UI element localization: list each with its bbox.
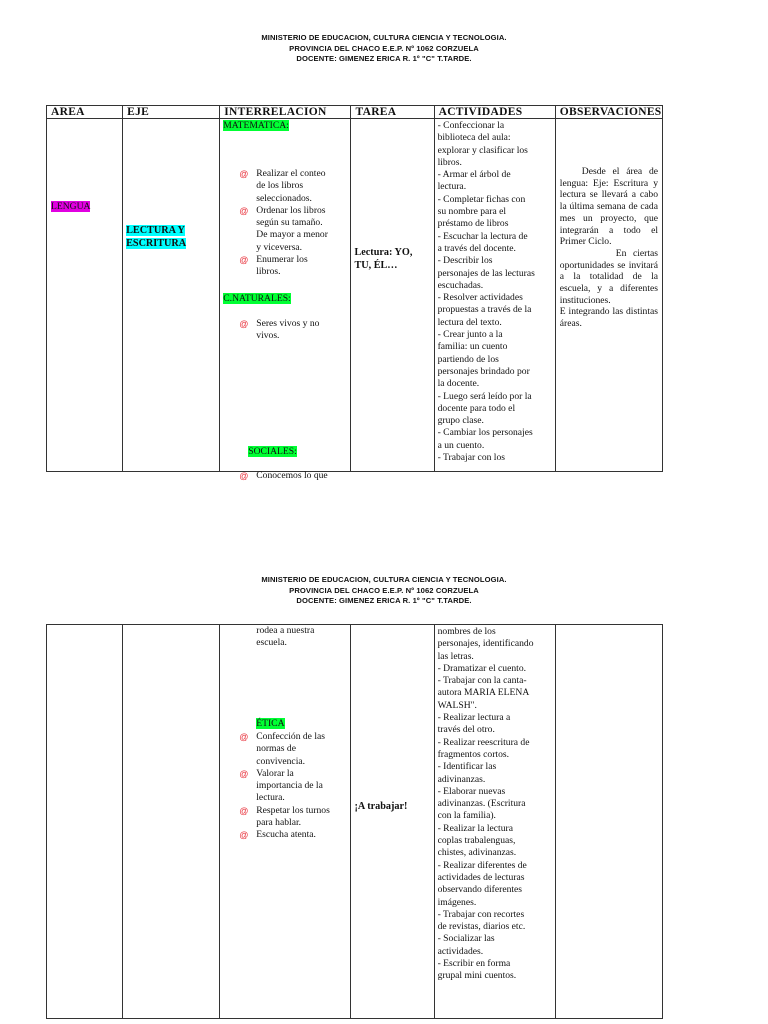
bullet-icon: @: [239, 255, 249, 266]
activity-line: propuestas a través de la: [437, 304, 532, 316]
activity-line: su nombre para el: [437, 206, 507, 218]
activity-line: - Armar el árbol de: [437, 169, 511, 181]
eje-line1: LECTURA Y: [126, 225, 185, 236]
activity-line: la docente.: [437, 378, 480, 390]
activity-line: imágenes.: [437, 896, 477, 908]
inter-continuation-2: escuela.: [256, 637, 287, 649]
list-item: @ Conocemos lo que: [239, 470, 328, 481]
table-row: [47, 625, 663, 1019]
list-item: @ Respetar los turnos para hablar.: [239, 804, 330, 829]
activity-line: a un cuento.: [437, 439, 485, 451]
area-cell: [47, 625, 123, 1019]
activity-line: - Dramatizar el cuento.: [437, 662, 527, 674]
activity-line: grupal mini cuentos.: [437, 970, 517, 982]
subject-etica: ÉTICA: [256, 718, 285, 729]
list-item: @ Enumerar los libros.: [239, 254, 308, 278]
activity-line: personajes, identificando: [437, 638, 534, 650]
eje-line2: ESCRITURA: [126, 237, 187, 249]
activity-line: autora MARIA ELENA: [437, 687, 530, 699]
list-item: @ Ordenar los libros según su tamaño. De mayor a menor y viceversa.: [239, 204, 328, 253]
subject-naturales: C.NATURALES:: [223, 293, 291, 304]
tarea-text: ¡A trabajar!: [354, 801, 408, 812]
activity-line: biblioteca del aula:: [437, 132, 511, 144]
col-tarea: TAREA: [351, 106, 434, 119]
list-item: @ Realizar el conteo de los libros seleccionados.: [239, 168, 326, 204]
activity-line: familia: un cuento: [437, 341, 508, 353]
subject-matematica: MATEMATICA:: [223, 120, 289, 131]
activity-line: personajes de las lecturas: [437, 267, 535, 279]
activity-line: lectura.: [437, 181, 467, 193]
interrelacion-cell: [220, 625, 351, 1019]
observaciones-cell: [555, 625, 662, 1019]
activity-line: - Socializar las: [437, 933, 495, 945]
bullet-icon: @: [239, 205, 249, 216]
bullet-icon: @: [239, 471, 249, 481]
obs-paragraph-1: Desde el área de lengua: Eje: Escritura y lectura se llevará a cabo la última semana de cada mes un proyecto, que integrarán a todo el Primer Ciclo.: [559, 166, 658, 248]
activity-line: - Crear junto a la: [437, 329, 503, 341]
activity-line: través del otro.: [437, 724, 495, 736]
tarea-line2: TU, ÉL…: [354, 259, 398, 271]
activity-line: libros.: [437, 156, 462, 168]
activity-line: con la familia).: [437, 810, 496, 822]
obs-paragraph-3: E integrando las distintas áreas.: [559, 306, 658, 330]
activity-line: lectura del texto.: [437, 316, 502, 328]
header-province: PROVINCIA DEL CHACO E.E.P. Nº 1062 CORZUELA: [289, 43, 479, 53]
bullet-icon: @: [239, 319, 249, 329]
activity-line: - Identificar las: [437, 761, 497, 773]
col-area: AREA: [47, 106, 123, 119]
activity-line: observando diferentes: [437, 884, 523, 896]
activity-line: WALSH".: [437, 699, 477, 711]
area-lengua: LENGUA: [51, 201, 91, 212]
naturales-list: [220, 318, 350, 343]
interrelacion-cell: [220, 119, 351, 481]
actividades-cell: [434, 119, 555, 472]
activity-line: - Trabajar con recortes: [437, 908, 525, 920]
activity-line: adivinanzas.: [437, 773, 486, 785]
header-teacher: DOCENTE: GIMENEZ ERICA R. 1º "C" T.TARDE.: [296, 54, 472, 63]
eje-cell: [123, 119, 220, 472]
activity-line: - Trabajar con los: [437, 452, 506, 464]
etica-list: [220, 731, 350, 842]
planning-table-page1: [46, 105, 663, 481]
activity-line: actividades.: [437, 945, 484, 957]
activity-line: - Escuchar la lectura de: [437, 230, 528, 242]
activity-line: actividades de lecturas: [437, 871, 525, 883]
activity-line: las letras.: [437, 650, 474, 662]
activity-line: - Luego será leído por la: [437, 390, 532, 402]
header-ministry: MINISTERIO DE EDUCACION, CULTURA CIENCIA Y TECNOLOGIA.: [261, 575, 507, 584]
bullet-icon: @: [239, 805, 249, 816]
col-eje: EJE: [123, 106, 220, 119]
area-cell: [47, 119, 123, 472]
activity-line: - Cambiar los personajes: [437, 427, 533, 439]
bullet-icon: @: [239, 732, 249, 742]
list-item: @ Valorar la importancia de la lectura.: [239, 767, 323, 804]
bullet-icon: @: [239, 169, 249, 179]
observaciones-cell: [555, 119, 662, 472]
bullet-icon: @: [239, 768, 249, 779]
tarea-cell: [351, 625, 434, 1019]
page1-header: [0, 33, 768, 65]
eje-cell: [123, 625, 220, 1019]
activity-line: - Realizar lectura a: [437, 712, 511, 724]
activity-line: fragmentos cortos.: [437, 748, 509, 760]
obs-paragraph-2: En ciertas oportunidades se invitará a la totalidad de la escuela, y a diferentes instituciones.: [559, 247, 658, 306]
sociales-list: [220, 470, 350, 482]
activity-line: - Realizar la lectura: [437, 822, 513, 834]
page2-header: [0, 575, 768, 607]
activity-line: de revistas, diarios etc.: [437, 921, 526, 933]
actividades-cell: [434, 625, 555, 1019]
inter-continuation-1: rodea a nuestra: [256, 625, 315, 636]
activity-line: a través del docente.: [437, 242, 516, 254]
activity-line: - Confeccionar la: [437, 120, 505, 131]
tarea-line1: Lectura: YO,: [354, 247, 413, 258]
activity-line: coplas trabalenguas,: [437, 835, 516, 847]
activity-line: explorar y clasificar los: [437, 144, 528, 156]
subject-sociales: SOCIALES:: [248, 446, 297, 457]
activity-line: nombres de los: [437, 626, 496, 637]
header-province: PROVINCIA DEL CHACO E.E.P. Nº 1062 CORZUELA: [289, 585, 479, 595]
planning-table-page2: [46, 624, 663, 1019]
activity-line: - Escribir en forma: [437, 958, 511, 970]
bullet-icon: @: [239, 830, 249, 841]
col-interrelacion: INTERRELACION: [220, 106, 351, 119]
list-item: @ Seres vivos y no vivos.: [239, 318, 320, 342]
activity-line: personajes brindado por: [437, 365, 530, 377]
col-actividades: ACTIVIDADES: [434, 106, 555, 119]
activity-line: - Describir los: [437, 255, 493, 267]
activity-line: - Elaborar nuevas: [437, 785, 506, 797]
header-teacher: DOCENTE: GIMENEZ ERICA R. 1º "C" T.TARDE.: [296, 596, 472, 605]
activity-line: préstamo de libros: [437, 218, 509, 230]
activity-line: docente para todo el: [437, 402, 516, 414]
activity-line: - Completar fichas con: [437, 193, 526, 205]
table-row: [47, 119, 663, 472]
list-item: @ Escucha atenta.: [239, 829, 316, 841]
activity-line: escuchadas.: [437, 279, 484, 291]
activity-line: partiendo de los: [437, 353, 499, 365]
col-observaciones: OBSERVACIONES: [555, 106, 662, 119]
activity-line: - Trabajar con la canta-: [437, 675, 527, 687]
table-header-row: [47, 106, 663, 119]
activity-line: chistes, adivinanzas.: [437, 847, 517, 859]
list-item: @ Confección de las normas de convivencia.: [239, 731, 325, 767]
tarea-cell: [351, 119, 434, 472]
activity-line: grupo clase.: [437, 415, 484, 427]
activity-line: - Realizar reescritura de: [437, 736, 530, 748]
matematica-list: [220, 168, 350, 279]
activity-line: - Realizar diferentes de: [437, 859, 527, 871]
activity-line: adivinanzas. (Escritura: [437, 798, 526, 810]
activity-line: - Resolver actividades: [437, 292, 523, 304]
header-ministry: MINISTERIO DE EDUCACION, CULTURA CIENCIA Y TECNOLOGIA.: [261, 33, 507, 42]
